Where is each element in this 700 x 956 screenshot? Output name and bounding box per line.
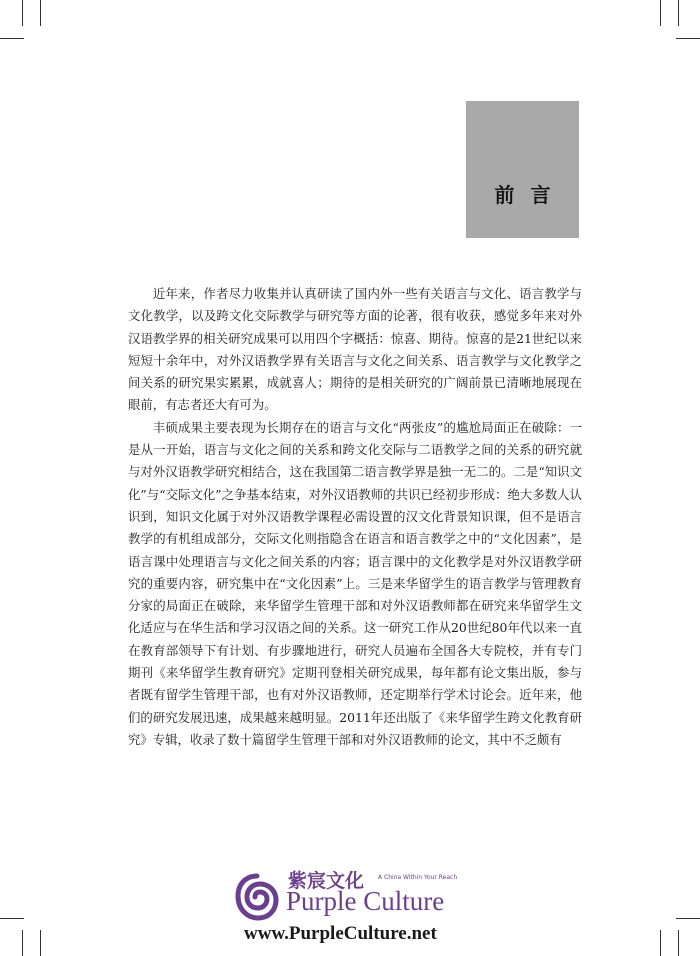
brand-tagline: A China Within Your Reach xyxy=(378,874,458,881)
purple-culture-logo-icon xyxy=(234,872,280,922)
crop-mark xyxy=(660,930,661,956)
brand-url: www.PurpleCulture.net xyxy=(244,923,437,944)
crop-mark xyxy=(676,918,700,919)
brand-english-name: Purple Culture xyxy=(286,886,445,916)
brand-chinese-logo: 紫宸文化 xyxy=(288,870,365,892)
crop-mark xyxy=(678,930,679,956)
crop-mark xyxy=(676,38,700,39)
crop-mark xyxy=(678,0,679,26)
crop-mark xyxy=(22,0,23,26)
crop-mark xyxy=(660,0,661,26)
watermark xyxy=(226,862,516,952)
paragraph: 丰硕成果主要表现为长期存在的语言与文化“两张皮”的尴尬局面正在破除：一是从一开始，语言与文化之间的关系和跨文化交际与二语教学之间的关系的研究就与对外汉语教学研究相结合，这在我国第二语言教学界是独一无二的。二是“知识文化”与“交际文化”之争基本结束，对外汉语教师的共识已经初步形成：绝大多数人认识到，知识文化属于对外汉语教学课程必需设置的汉文化背景知识课，但不是语言教学的有机组成部分，交际文化则指隐含在语言和语言教学之中的“文化因素”，是语言课中处理语言与文化之间关系的内容；语言课中的文化教学是对外汉语教学研究的重要内容，研究集中在“文化因素”上。三是来华留学生的语言教学与管理教育分家的局面正在破除，来华留学生管理干部和对外汉语教师都在研究来华留学生文化适应与在华生活和学习汉语之间的关系。这一研究工作从20世纪80年代以来一直在教育部领导下有计划、有步骤地进行，研究人员遍布全国各大专院校，并有专门期刊《来华留学生教育研究》定期刊登相关研究成果，每年都有论文集出版，参与者既有留学生管理干部，也有对外汉语教师，还定期举行学术讨论会。近年来，他们的研究发展迅速，成果越来越明显。2011年还出版了《来华留学生跨文化教育研究》专辑，收录了数十篇留学生管理干部和对外汉语教师的论文，其中不乏颇有 xyxy=(128,419,582,747)
crop-mark xyxy=(40,0,41,26)
crop-mark xyxy=(0,918,24,919)
body-text xyxy=(128,283,582,751)
crop-mark xyxy=(22,930,23,956)
page-title: 前言 xyxy=(494,183,567,207)
paragraph: 近年来，作者尽力收集并认真研读了国内外一些有关语言与文化、语言教学与文化教学，以及跨文化交际教学与研究等方面的论著，很有收获，感觉多年来对外汉语教学界的相关研究成果可以用四个字概括：惊喜、期待。惊喜的是21世纪以来短短十余年中，对外汉语教学界有关语言与文化之间关系、语言教学与文化教学之间关系的研究果实累累，成就喜人；期待的是相关研究的广阔前景已清晰地展现在眼前，有志者还大有可为。 xyxy=(128,286,582,413)
crop-mark xyxy=(0,38,24,39)
chapter-title-box xyxy=(466,101,579,238)
crop-mark xyxy=(40,930,41,956)
